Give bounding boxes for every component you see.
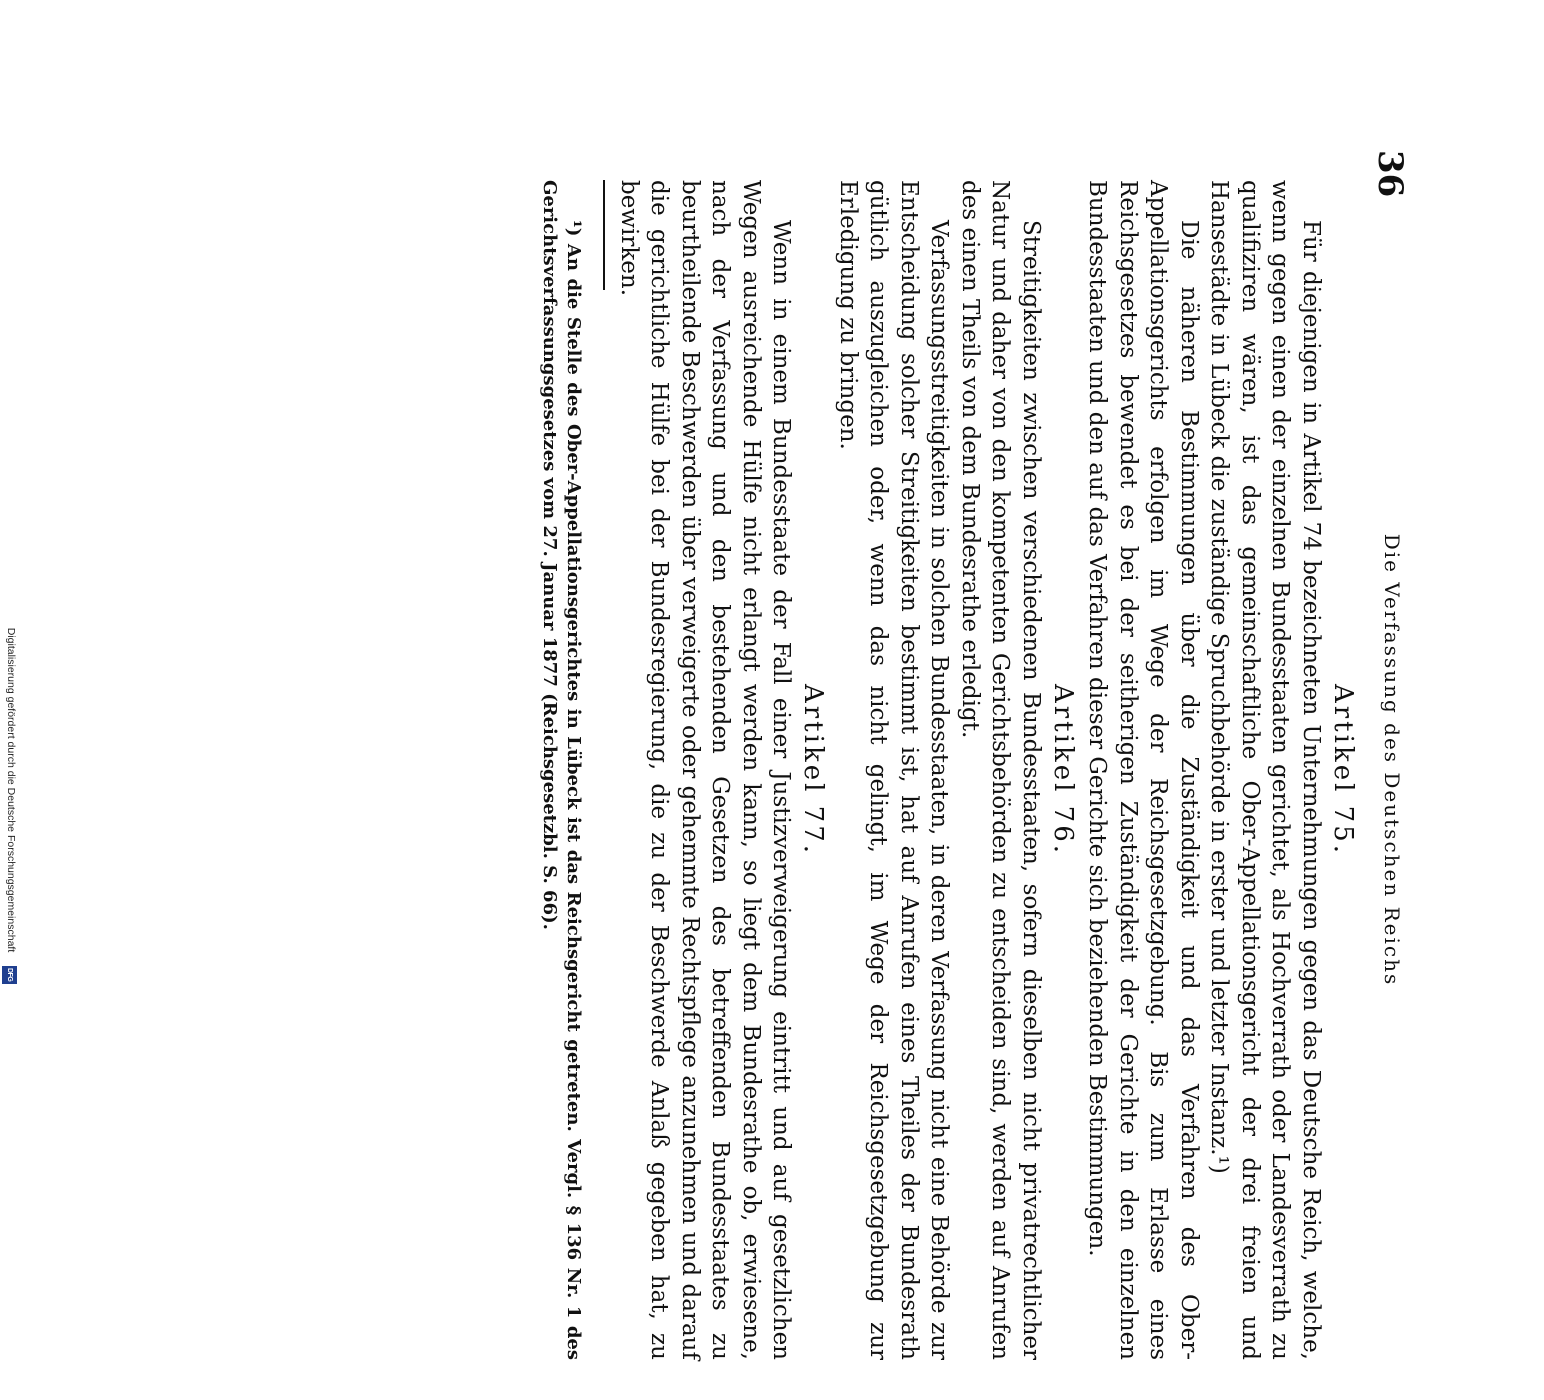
footnote: ¹) An die Stelle des Ober-Appellationsgerichtes in Lübeck ist das Reichsgericht getreten. Vergl. § 136 Nr. 1 des Gerichtsverfassungsgesetzes vom 27. Januar 1877 (Reichsgesetzbl. S. 66). bbox=[539, 180, 585, 1360]
article-paragraph: Streitigkeiten zwischen verschiedenen Bundesstaaten, sofern dieselben nicht privatrechtlicher Natur und daher von den kompetenten Gerichtsbehörden zu entscheiden sind, werden auf Anrufen des einen Theils von dem Bundesrathe erledigt. bbox=[957, 180, 1044, 1360]
article-heading: Artikel 75. bbox=[1328, 683, 1358, 857]
credit-strip bbox=[0, 0, 22, 1000]
footnote-divider bbox=[604, 180, 606, 290]
article-76 bbox=[833, 180, 1079, 1360]
article-paragraph: Die näheren Bestimmungen über die Zuständigkeit und das Verfahren des Ober-Appellationsgerichts erfolgen im Wege der Reichsgesetzgebung. Bis zum Erlasse eines Reichsgesetzes bewendet es bei der seitherigen Zuständigkeit der Gerichte in den einzelnen Bundesstaaten und den auf das Verfahren dieser Gerichte sich beziehenden Bestimmungen. bbox=[1084, 180, 1202, 1360]
article-paragraph: Verfassungsstreitigkeiten in solchen Bundesstaaten, in deren Verfassung nicht eine Behörde zur Entscheidung solcher Streitigkeiten bestimmt ist, hat auf Anrufen eines Theiles der Bundesrath gütlich auszugleichen oder, wenn das nicht gelingt, im Wege der Reichsgesetzgebung zur Erledigung zu bringen. bbox=[835, 180, 953, 1360]
article-77 bbox=[614, 180, 829, 1360]
article-heading: Artikel 76. bbox=[1048, 683, 1078, 857]
page-number: 36 bbox=[1370, 150, 1410, 198]
article-75 bbox=[1082, 180, 1358, 1360]
page-content bbox=[539, 140, 1410, 1400]
article-heading: Artikel 77. bbox=[798, 683, 829, 857]
page-body bbox=[520, 180, 1363, 1360]
page-header bbox=[1366, 140, 1410, 1380]
book-page bbox=[150, 140, 1410, 1360]
digitization-credit: Digitalisierung gefördert durch die Deutsche Forschungsgemeinschaft bbox=[5, 627, 17, 953]
running-head: Die Verfassung des Deutschen Reichs bbox=[1380, 533, 1404, 987]
article-paragraph: Wenn in einem Bundesstaate der Fall einer Justizverweigerung eintritt und auf gesetzlichen Wegen ausreichende Hülfe nicht erlangt werden kann, so liegt dem Bundesrathe ob, erwiesene, nach der Verfassung und den bestehenden Gesetzen des betreffenden Bundesstaates zu beurtheilende Beschwerden über verweigerte oder gehemmte Rechtspflege anzunehmen und darauf die gerichtliche Hülfe bei der Bundesregierung, die zu der Beschwerde Anlaß gegeben hat, zu bewirken. bbox=[616, 180, 795, 1360]
article-paragraph: Für diejenigen in Artikel 74 bezeichneten Unternehmungen gegen das Deutsche Reich, welche, wenn gegen einen der einzelnen Bundesstaaten gerichtet, als Hochverrath oder Landesverrath zu qualifiziren wären, ist das gemeinschaftliche Ober-Appellationsgericht der drei freien und Hansestädte in Lübeck die zuständige Spruchbehörde in erster und letzter Instanz.¹) bbox=[1206, 180, 1324, 1360]
dfg-logo: DFG bbox=[2, 966, 17, 984]
